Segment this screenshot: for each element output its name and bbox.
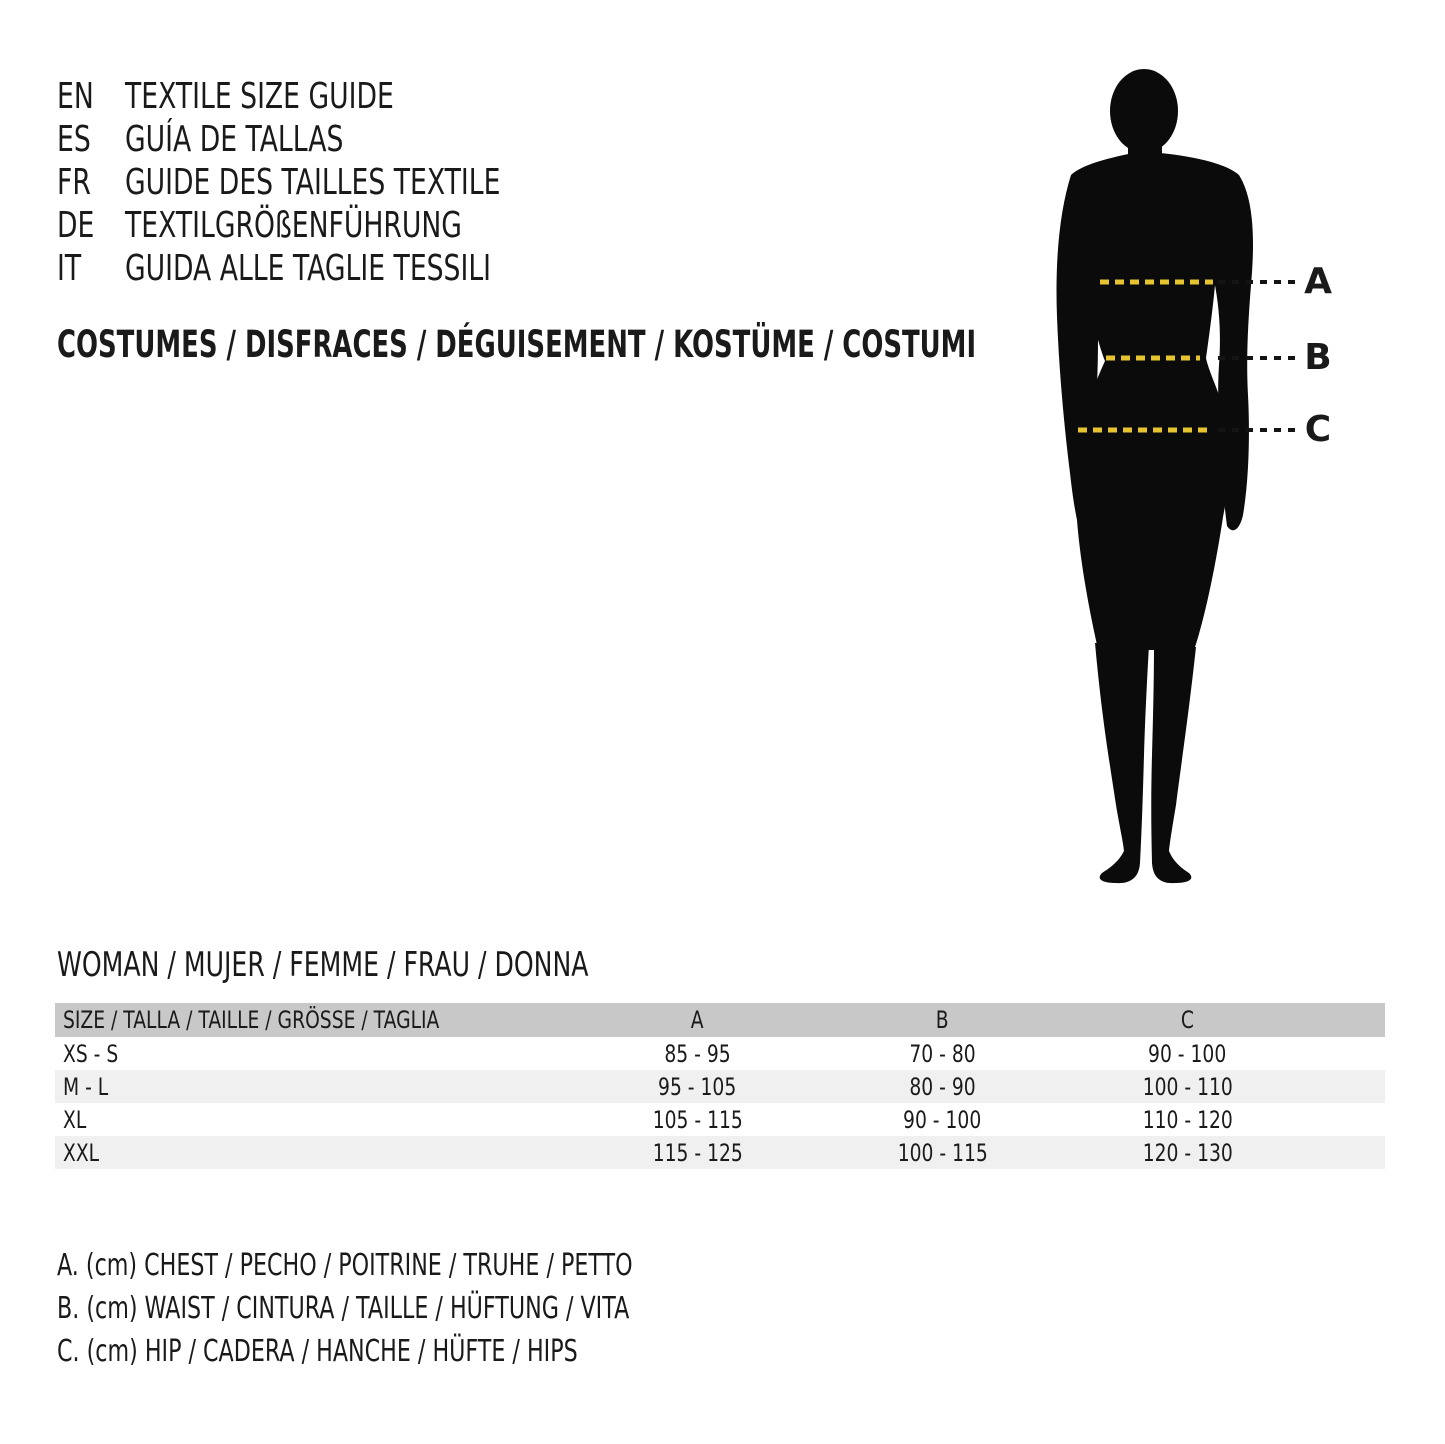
lang-row-fr bbox=[57, 161, 632, 204]
waist-cell: 70 - 80 bbox=[909, 1039, 976, 1068]
lang-row-es bbox=[57, 118, 632, 161]
lang-title-en: TEXTILE SIZE GUIDE bbox=[125, 76, 394, 117]
marker-label-hip: C bbox=[1304, 409, 1332, 450]
chest-cell: 85 - 95 bbox=[664, 1039, 731, 1068]
size-column-header: SIZE / TALLA / TAILLE / GRÖSSE / TAGLIA bbox=[63, 1006, 440, 1034]
lang-row-it bbox=[57, 247, 632, 290]
hip-cell: 100 - 110 bbox=[1142, 1072, 1233, 1101]
lang-title-fr: GUIDE DES TAILLES TEXTILE bbox=[125, 162, 501, 203]
hip-cell: 120 - 130 bbox=[1142, 1138, 1233, 1167]
waist-cell: 90 - 100 bbox=[903, 1105, 982, 1134]
lang-title-es: GUÍA DE TALLAS bbox=[125, 119, 344, 160]
column-header-a: A bbox=[691, 1006, 704, 1034]
lang-code-fr: FR bbox=[57, 162, 91, 203]
lang-title-it: GUIDA ALLE TAGLIE TESSILI bbox=[125, 248, 492, 289]
woman-silhouette-icon bbox=[1057, 69, 1254, 883]
legend-hip: C. (cm) HIP / CADERA / HANCHE / HÜFTE / HIPS bbox=[57, 1334, 578, 1369]
size-cell: XL bbox=[63, 1105, 87, 1134]
marker-label-waist: B bbox=[1304, 337, 1332, 378]
lang-code-es: ES bbox=[57, 119, 91, 160]
lang-row-de bbox=[57, 204, 632, 247]
waist-cell: 100 - 115 bbox=[897, 1138, 988, 1167]
size-cell: M - L bbox=[63, 1072, 109, 1101]
lang-code-de: DE bbox=[57, 205, 95, 246]
category-title: COSTUMES / DISFRACES / DÉGUISEMENT / KOSTÜME / COSTUMI bbox=[57, 323, 977, 366]
table-row bbox=[55, 1070, 1385, 1103]
lang-code-en: EN bbox=[57, 76, 94, 117]
table-row bbox=[55, 1103, 1385, 1136]
language-title-list bbox=[57, 75, 632, 290]
lang-code-it: IT bbox=[57, 248, 82, 289]
size-table-header-row bbox=[55, 1003, 1385, 1037]
legend-waist: B. (cm) WAIST / CINTURA / TAILLE / HÜFTUNG / VITA bbox=[57, 1291, 630, 1326]
waist-cell: 80 - 90 bbox=[909, 1072, 976, 1101]
legend-chest: A. (cm) CHEST / PECHO / POITRINE / TRUHE / PETTO bbox=[57, 1248, 633, 1283]
column-header-c: C bbox=[1180, 1006, 1195, 1034]
lang-row-en bbox=[57, 75, 632, 118]
column-header-b: B bbox=[936, 1006, 949, 1034]
table-row bbox=[55, 1037, 1385, 1070]
chest-cell: 105 - 115 bbox=[652, 1105, 743, 1134]
hip-cell: 110 - 120 bbox=[1142, 1105, 1233, 1134]
table-title: WOMAN / MUJER / FEMME / FRAU / DONNA bbox=[57, 945, 589, 985]
lang-title-de: TEXTILGRÖßENFÜHRUNG bbox=[125, 205, 462, 246]
hip-cell: 90 - 100 bbox=[1148, 1039, 1227, 1068]
table-row bbox=[55, 1136, 1385, 1169]
measurement-legend bbox=[57, 1244, 835, 1373]
size-table bbox=[55, 1003, 1385, 1169]
measurement-figure bbox=[1040, 65, 1350, 885]
chest-cell: 95 - 105 bbox=[658, 1072, 737, 1101]
chest-cell: 115 - 125 bbox=[652, 1138, 743, 1167]
size-cell: XXL bbox=[63, 1138, 100, 1167]
size-cell: XS - S bbox=[63, 1039, 119, 1068]
marker-label-chest: A bbox=[1304, 261, 1332, 302]
